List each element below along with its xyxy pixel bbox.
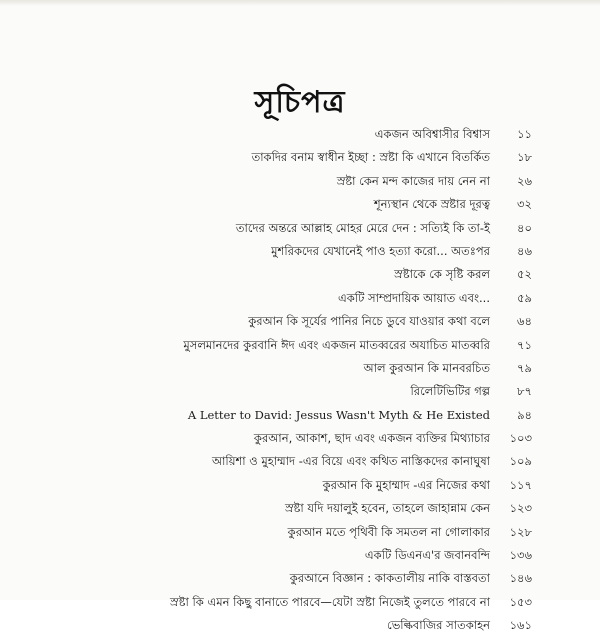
toc-entry-title: রিলেটিভিটির গল্প: [410, 384, 490, 399]
toc-entry-page-number: ১৮: [517, 150, 532, 165]
toc-entry-title: একটি সাম্প্রদায়িক আয়াত এবং...: [338, 290, 490, 305]
toc-entry-title: আল কুরআন কি মানবরচিত: [363, 360, 490, 375]
toc-entry-title: মুশরিকদের যেখানেই পাও হত্যা করো... অতঃপর: [271, 243, 490, 258]
page-title: সূচিপত্র: [254, 85, 346, 120]
toc-entry-title: কুরআন, আকাশ, ছাদ এবং একজন ব্যক্তির মিথ্যাচার: [253, 431, 490, 446]
toc-entry-page-number: ১১: [517, 127, 532, 141]
toc-entry: [60, 380, 540, 403]
toc-entry-page-number: ৪৬: [517, 243, 532, 258]
toc-entry: [60, 287, 540, 310]
toc-entry-title: মুসলমানদের কুরবানি ঈদ এবং একজন মাতব্বরের অযাচিত মাতব্বরি: [183, 337, 490, 352]
toc-entry-title: একটি ডিএনএ'র জবানবন্দি: [364, 548, 490, 563]
toc-entry: [60, 170, 540, 193]
toc-entry-title: কুরআন মতে পৃথিবী কি সমতল না গোলাকার: [287, 524, 490, 539]
toc-entry: [60, 567, 540, 590]
toc-entry: [60, 310, 540, 333]
toc-entry-title: তাদের অন্তরে আল্লাহ মোহর মেরে দেন : সত্যিই কি তা-ই: [235, 220, 490, 235]
toc-entry-title: স্রষ্টা কেন মন্দ কাজের দায় নেন না: [336, 173, 490, 188]
toc-entry-page-number: ৬৪: [517, 314, 532, 329]
toc-entry: [60, 357, 540, 380]
toc-entry-title: স্রষ্টা কি এমন কিছু বানাতে পারবে—যেটা স্রষ্টা নিজেই তুলতে পারবে না: [170, 594, 490, 609]
toc-entry-page-number: ১৩৬: [509, 548, 532, 563]
toc-entry-title: আয়িশা ও মুহাম্মাদ -এর বিয়ে এবং কথিত নাস্তিকদের কানাঘুষা: [212, 454, 490, 469]
toc-entry-title: কুরআন কি সূর্যের পানির নিচে ডুবে যাওয়ার কথা বলে: [248, 314, 490, 329]
page-edge: [0, 0, 600, 6]
table-of-contents: [60, 123, 540, 638]
toc-entry-title: কুরআনে বিজ্ঞান : কাকতালীয় নাকি বাস্তবতা: [289, 571, 490, 586]
toc-entry-page-number: ১০৩: [509, 431, 532, 446]
toc-entry-page-number: ১৫৩: [509, 594, 532, 609]
toc-entry: [60, 217, 540, 240]
toc-entry-page-number: ২৬: [517, 173, 532, 188]
toc-entry-page-number: ৮৭: [517, 384, 532, 399]
toc-entry-title: শূন্যস্থান থেকে স্রষ্টার দূরত্ব: [373, 197, 490, 212]
toc-entry: [60, 193, 540, 216]
toc-entry-page-number: ১২৮: [509, 524, 532, 539]
toc-entry-page-number: ১০৯: [509, 454, 532, 469]
toc-entry: [60, 591, 540, 614]
toc-entry: [60, 404, 540, 427]
toc-entry: [60, 334, 540, 357]
toc-entry-title: স্রষ্টাকে কে সৃষ্টি করল: [394, 267, 490, 282]
toc-entry-title: ভেল্কিবাজির সাতকাহন: [387, 618, 490, 633]
toc-entry-page-number: ৪০: [517, 220, 532, 235]
toc-entry-page-number: ৯৪: [517, 407, 532, 422]
toc-entry: [60, 521, 540, 544]
toc-entry: [60, 146, 540, 169]
toc-entry: [60, 474, 540, 497]
toc-entry-title: একজন অবিশ্বাসীর বিশ্বাস: [374, 127, 490, 141]
toc-entry: [60, 123, 540, 146]
toc-entry-page-number: ৭১: [517, 337, 532, 352]
toc-entry: [60, 263, 540, 286]
toc-entry-page-number: ১৪৬: [509, 571, 532, 586]
toc-entry-title: কুরআন কি মুহাম্মাদ -এর নিজের কথা: [322, 477, 490, 492]
toc-entry: [60, 544, 540, 567]
toc-entry-title: তাকদির বনাম স্বাধীন ইচ্ছা : স্রষ্টা কি এখানে বিতর্কিত: [251, 150, 490, 165]
toc-entry-page-number: ১১৭: [509, 477, 532, 492]
toc-entry-page-number: ১৬১: [509, 618, 532, 633]
toc-entry-page-number: ৩২: [517, 197, 532, 212]
toc-entry-page-number: ১২৩: [509, 501, 532, 516]
toc-entry: [60, 427, 540, 450]
toc-entry-title: স্রষ্টা যদি দয়ালুই হবেন, তাহলে জাহান্নাম কেন: [285, 501, 490, 516]
toc-entry-title: A Letter to David: Jessus Wasn't Myth & He Existed: [187, 407, 490, 422]
toc-entry: [60, 450, 540, 473]
toc-entry: [60, 240, 540, 263]
toc-entry-page-number: ৫৯: [517, 290, 532, 305]
toc-entry: [60, 497, 540, 520]
toc-entry: [60, 614, 540, 637]
toc-entry-page-number: ৫২: [517, 267, 532, 282]
toc-entry-page-number: ৭৯: [517, 360, 532, 375]
